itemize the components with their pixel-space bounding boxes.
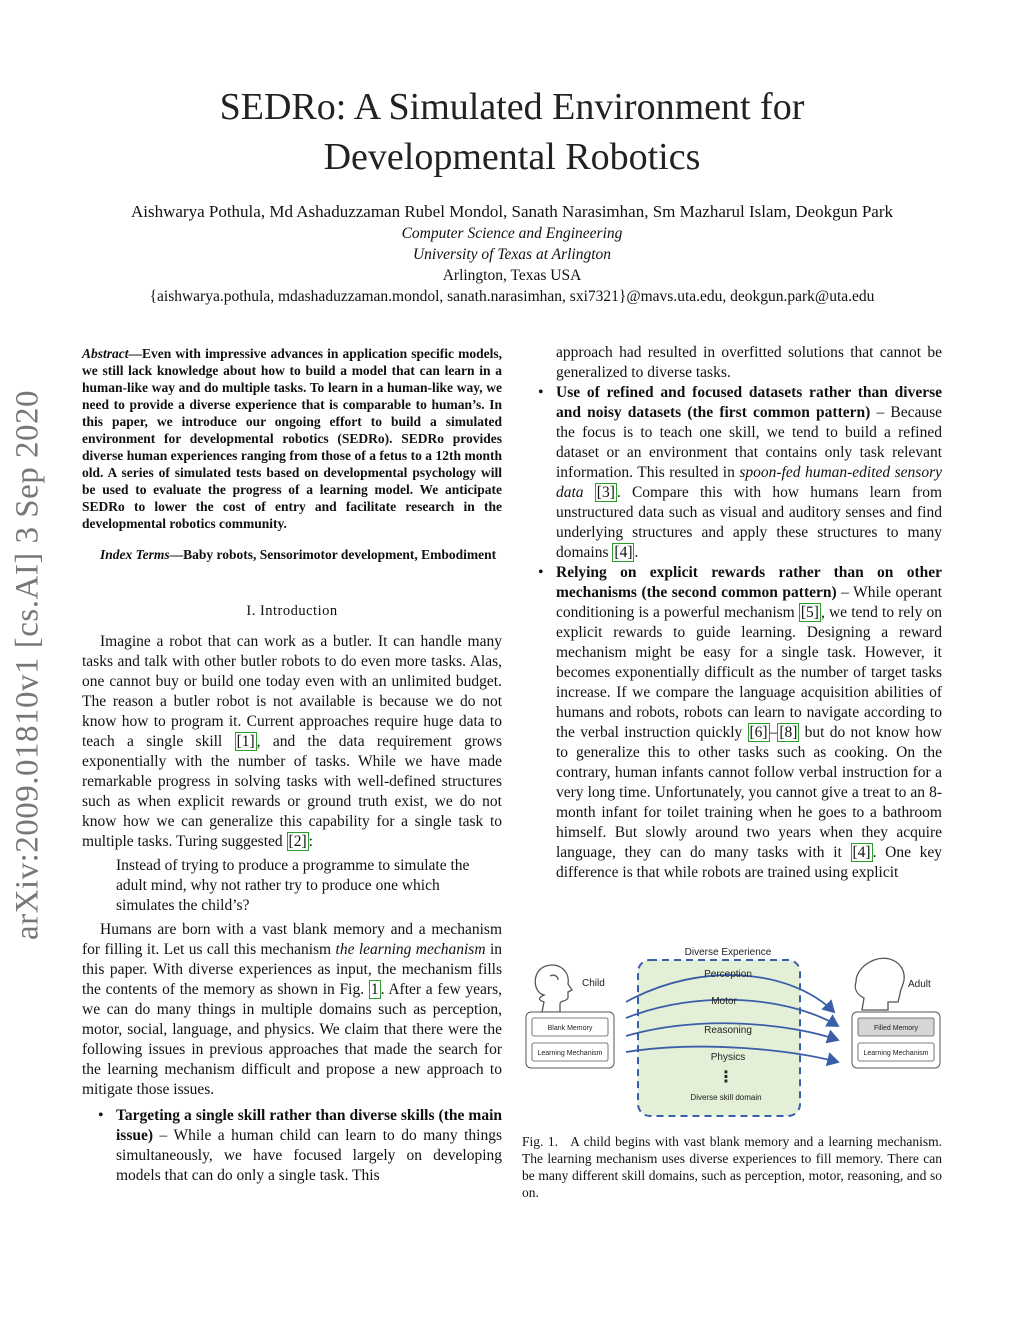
text-run: but do not know how to generalize this to other tasks such as cooking. On the contrary, human infants cannot follow verbal instruction for a very long time. Unfortunately, you cannot give a treat to an 8-month infant for toilet training when he goes to a bathroom himself. But slowly around two years when they acquire language, they can do many tasks with it xyxy=(556,724,942,861)
citation-link-3[interactable]: [3] xyxy=(596,484,615,501)
index-terms-label: Index Terms xyxy=(100,547,170,562)
affiliation-dept: Computer Science and Engineering xyxy=(401,225,623,242)
text-run: Imagine a robot that can work as a butler. It can handle many tasks and talk with other butler robots to do even more tasks. Alas, one cannot buy or build one today even with an unlimited budget. The reason a butler robot is not available is because we do not know how to program it. Current approaches require huge data to teach a single skill xyxy=(82,633,502,750)
text-run: . xyxy=(634,544,639,561)
text-run: . After a few years, we can do many things in multiple domains such as perception, motor, social, language, and physics. We claim that there were the following issues in previous approaches that made the search for the learning mechanism difficult and propose a new approach to mitigate those issues. xyxy=(82,981,502,1098)
right-column-body xyxy=(522,343,942,883)
issue-title-1: Targeting a single skill rather than diverse skills (the main issue) xyxy=(116,1107,502,1144)
adult-head-icon xyxy=(855,958,904,1010)
citation-link-2[interactable]: [2] xyxy=(288,833,307,850)
arxiv-watermark xyxy=(3,370,53,960)
text-emphasis: the learning mechanism xyxy=(335,941,486,958)
text-run: – Because the focus is to teach one skill, we tend to build a refined dataset or an environment that contains only task relevant information. This resulted in xyxy=(556,404,943,481)
left-column-body xyxy=(82,632,502,1186)
abstract-label: Abstract xyxy=(82,346,129,361)
text-run: – xyxy=(769,724,778,741)
citation-link-5[interactable]: [5] xyxy=(800,604,819,621)
affiliation-university: University of Texas at Arlington xyxy=(412,246,612,263)
author-list: Aishwarya Pothula, Md Ashaduzzaman Rubel Mondol, Sanath Narasimhan, Sm Mazharul Islam, Deokgun Park xyxy=(130,202,894,221)
adult-label: Adult xyxy=(908,979,931,990)
text-run: Humans are born with a vast blank memory and a mechanism for filling it. Let us call this mechanism xyxy=(82,921,502,958)
domain-motor: Motor xyxy=(711,996,737,1007)
domain-perception: Perception xyxy=(704,969,752,980)
citation-link-6[interactable]: [6] xyxy=(749,724,768,741)
issue-title-3: Relying on explicit rewards rather than on other mechanisms (the second common pattern) xyxy=(556,564,942,601)
domain-reasoning: Reasoning xyxy=(704,1025,752,1036)
blank-memory-label: Blank Memory xyxy=(547,1025,593,1032)
domain-footer-label: Diverse skill domain xyxy=(690,1093,762,1102)
text-emphasis: spoon-fed human-edited sensory data xyxy=(556,464,942,501)
arxiv-id: arXiv:2009.01810v1 [cs.AI] 3 Sep 2020 xyxy=(9,389,46,941)
text-run: , we tend to rely on explicit rewards to guide learning. Designing a reward mechanism might be easy for a single task. However, it becomes exponentially difficult as the number of target tasks increase. If we compare the language acquisition abilities of humans and robots, robots can learn to navigate according to the verbal instruction quickly xyxy=(556,604,942,741)
abstract-text: —Even with impressive advances in application specific models, we still lack knowledge about how to build a model that can learn in a human-like way and do multiple tasks. To learn in a human-like way, we need to provide a diverse experience that is comparable to human’s. In this paper, we introduce our ongoing effort to build a simulated environment for developmental robotics (SEDRo). SEDRo provides diverse human experiences ranging from those of a fetus to a 12th month old. A series of simulated tests based on developmental psychology will be used to evaluate the progress of a learning model. We anticipate SEDRo to lower the cost of entry and facilitate research in the developmental robotics community. xyxy=(82,346,502,531)
text-run: . One key difference is that while robots are trained using explicit xyxy=(556,844,942,881)
issue-list xyxy=(82,1106,502,1186)
affiliation-location: Arlington, Texas USA xyxy=(442,267,582,284)
filled-memory-label: Filled Memory xyxy=(874,1025,918,1032)
index-terms-text: —Baby robots, Sensorimotor development, Embodiment xyxy=(169,547,497,562)
text-run: : xyxy=(308,833,313,850)
paper-title xyxy=(0,82,1024,182)
issue-item-1-continued: approach had resulted in overfitted solutions that cannot be generalized to diverse tasks. xyxy=(556,344,942,381)
adult-learning-mechanism-label: Learning Mechanism xyxy=(863,1050,929,1057)
issue-item-3 xyxy=(522,563,942,883)
title-line-1: SEDRo: A Simulated Environment for xyxy=(219,86,805,128)
issue-text-1: – While a human child can learn to do many things simultaneously, we have focused largely on developing models that can do only a single task. This xyxy=(116,1127,502,1184)
intro-paragraph-1 xyxy=(82,632,502,852)
text-run: . Compare this with how humans learn from unstructured data such as visual and auditory senses and find underlying structures and apply these structures to many domains xyxy=(556,484,942,561)
citation-link-1[interactable]: [1] xyxy=(236,733,255,750)
issue-title-2: Use of refined and focused datasets rather than diverse and noisy datasets (the first common pattern) xyxy=(556,384,942,421)
issue-item-2 xyxy=(522,383,942,563)
turing-quote: Instead of trying to produce a programme to simulate the adult mind, why not rather try to produce one which simulates the child’s? xyxy=(116,857,470,914)
figure-1-caption xyxy=(522,1133,942,1201)
child-label: Child xyxy=(582,978,605,989)
child-head-icon xyxy=(535,965,572,1012)
title-line-2: Developmental Robotics xyxy=(323,136,701,178)
more-domains-ellipsis: ⋮ xyxy=(718,1069,734,1086)
text-run xyxy=(584,484,595,501)
figure-link-1[interactable]: 1 xyxy=(370,981,379,998)
text-run: – While operant conditioning is a powerful mechanism xyxy=(556,584,943,621)
figure-title: Diverse Experience xyxy=(684,947,772,958)
issue-item-1 xyxy=(82,1106,502,1186)
caption-label: Fig. 1. xyxy=(522,1134,559,1149)
intro-paragraph-2 xyxy=(82,920,502,1100)
text-run: , and the data requirement grows exponentially with the number of tasks. While we have made remarkable progress in solving tasks with well-defined structures such as when explicit rewards or ground truth exist, we do not know how we can generalize this capability for a single task to multiple tasks. Turing suggested xyxy=(82,733,502,850)
citation-link-4[interactable]: [4] xyxy=(614,544,633,561)
section-heading-introduction: I. Introduction xyxy=(246,603,338,619)
issue-list-continued xyxy=(522,383,942,883)
author-emails: {aishwarya.pothula, mdashaduzzaman.mondol, sanath.narasimhan, sxi7321}@mavs.uta.edu, deokgun.park@uta.edu xyxy=(149,288,875,305)
domain-physics: Physics xyxy=(710,1052,746,1063)
child-learning-mechanism-label: Learning Mechanism xyxy=(537,1050,603,1057)
text-run: in this paper. With diverse experiences as input, the mechanism fills the contents of the memory as shown in Fig. xyxy=(82,941,502,998)
abstract xyxy=(82,345,502,532)
citation-link-4b[interactable]: [4] xyxy=(852,844,871,861)
citation-link-8[interactable]: [8] xyxy=(779,724,798,741)
figure-1-diagram xyxy=(522,940,942,1130)
caption-text: A child begins with vast blank memory and a learning mechanism. The learning mechanism uses diverse experiences to fill memory. There can be many different skill domains, such as perception, motor, reasoning, and so on. xyxy=(522,1134,943,1200)
index-terms xyxy=(82,546,502,563)
